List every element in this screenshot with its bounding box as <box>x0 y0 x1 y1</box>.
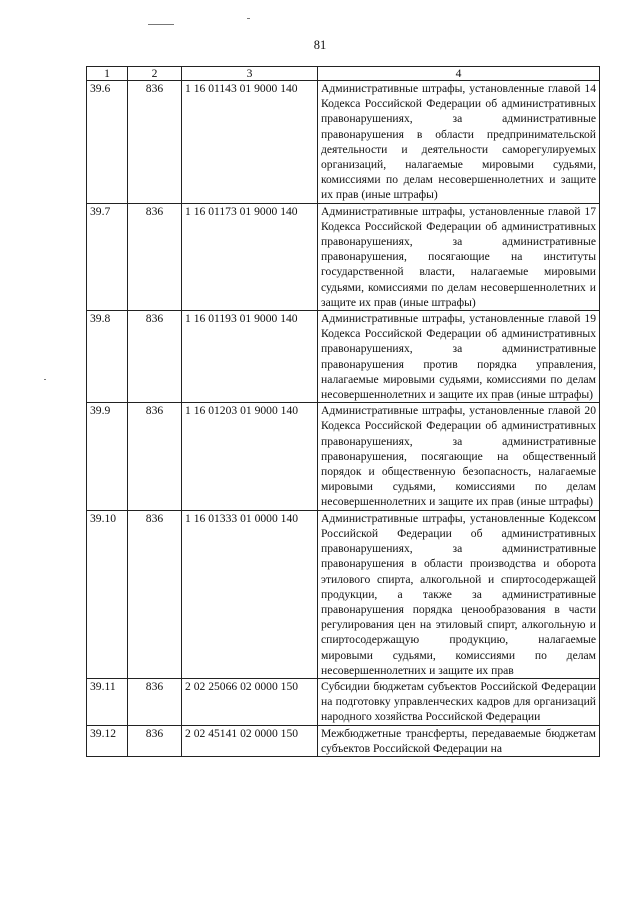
administrator-code: 836 <box>128 81 182 204</box>
administrator-code: 836 <box>128 678 182 725</box>
row-number: 39.12 <box>87 725 128 756</box>
budget-codes-table <box>86 66 600 757</box>
row-number: 39.8 <box>87 311 128 403</box>
column-header-2: 2 <box>128 67 182 81</box>
revenue-name: Административные штрафы, установленные главой 20 Кодекса Российской Федерации об административных правонарушениях, за административные правонарушения, посягающие на общественный порядок и общественную безопасность, налагаемые мировыми судьями, комиссиями по делам несовершеннолетних и защите их прав (иные штрафы) <box>318 403 600 510</box>
column-header-4: 4 <box>318 67 600 81</box>
row-number: 39.6 <box>87 81 128 204</box>
page-number: 81 <box>313 38 327 52</box>
table-row <box>87 81 600 204</box>
row-number: 39.9 <box>87 403 128 510</box>
column-header-3: 3 <box>182 67 318 81</box>
budget-classification-code: 1 16 01333 01 0000 140 <box>182 510 318 678</box>
table-row <box>87 403 600 510</box>
row-number: 39.11 <box>87 678 128 725</box>
budget-classification-code: 2 02 45141 02 0000 150 <box>182 725 318 756</box>
administrator-code: 836 <box>128 725 182 756</box>
budget-classification-code: 1 16 01203 01 9000 140 <box>182 403 318 510</box>
table-row <box>87 725 600 756</box>
revenue-name: Административные штрафы, установленные главой 19 Кодекса Российской Федерации об административных правонарушениях, за административные правонарушения против порядка управления, налагаемые мировыми судьями, комиссиями по делам несовершеннолетних и защите их прав (иные штрафы) <box>318 311 600 403</box>
revenue-name: Административные штрафы, установленные главой 17 Кодекса Российской Федерации об административных правонарушениях, за административные правонарушения, посягающие на институты государственной власти, налагаемые мировыми судьями, комиссиями по делам несовершеннолетних и защите их прав (иные штрафы) <box>318 203 600 310</box>
administrator-code: 836 <box>128 311 182 403</box>
scan-artifact-margin-dot <box>44 379 46 380</box>
row-number: 39.10 <box>87 510 128 678</box>
column-header-1: 1 <box>87 67 128 81</box>
table-row <box>87 510 600 678</box>
row-number: 39.7 <box>87 203 128 310</box>
budget-classification-code: 1 16 01143 01 9000 140 <box>182 81 318 204</box>
budget-classification-code: 1 16 01193 01 9000 140 <box>182 311 318 403</box>
revenue-name: Субсидии бюджетам субъектов Российской Федерации на подготовку управленческих кадров для организаций народного хозяйства Российской Федерации <box>318 678 600 725</box>
table-row <box>87 311 600 403</box>
budget-classification-code: 2 02 25066 02 0000 150 <box>182 678 318 725</box>
administrator-code: 836 <box>128 403 182 510</box>
administrator-code: 836 <box>128 510 182 678</box>
scan-artifact-line <box>148 24 174 25</box>
revenue-name: Межбюджетные трансферты, передаваемые бюджетам субъектов Российской Федерации на <box>318 725 600 756</box>
table-row <box>87 203 600 310</box>
revenue-name: Административные штрафы, установленные главой 14 Кодекса Российской Федерации об административных правонарушениях, за административные правонарушения в области предпринимательской деятельности и деятельности саморегулируемых организаций, налагаемые мировыми судьями, комиссиями по делам несовершеннолетних и защите их прав (иные штрафы) <box>318 81 600 204</box>
scan-artifact-dot <box>247 18 250 19</box>
table-row <box>87 678 600 725</box>
administrator-code: 836 <box>128 203 182 310</box>
column-number-row <box>87 67 600 81</box>
budget-classification-code: 1 16 01173 01 9000 140 <box>182 203 318 310</box>
revenue-name: Административные штрафы, установленные Кодексом Российской Федерации об административных правонарушениях, за административные правонарушения в области производства и оборота этилового спирта, алкогольной и спиртосодержащей продукции, а также за административные правонарушения порядка ценообразования в части регулирования цен на этиловый спирт, алкогольную и спиртосодержащую продукцию, налагаемые мировыми судьями, комиссиями по делам несовершеннолетних и защите их прав <box>318 510 600 678</box>
